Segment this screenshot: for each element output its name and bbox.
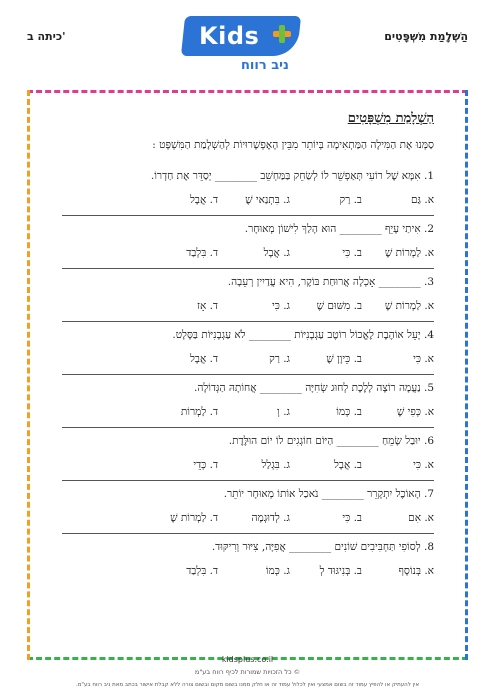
question-text: 8. לְסוֹפִי תַּחְבִּיבִים שׁוֹנִים ________ אֲפִיָּה, צִיּוּר וְרִיקּוּד. <box>211 541 434 553</box>
question-text: 2. אִיתַי עָיֵף ________ הוּא הָלַךְ לִישׁוֹן מְאוּחָר. <box>244 223 434 235</box>
kids-logo <box>183 16 299 76</box>
answer-option[interactable]: ב. רַק <box>339 194 362 206</box>
frame-top-border <box>27 90 468 93</box>
answer-option[interactable]: ד. כְּדֵי <box>193 459 218 471</box>
answer-option[interactable]: א. לַמְרוֹת שֶׁ <box>384 300 434 312</box>
answer-option[interactable]: ג. בִּגְלַל <box>261 459 290 471</box>
answer-option[interactable]: ד. בִּלְבַד <box>186 247 218 259</box>
answer-option[interactable]: ג. כִּי <box>271 300 290 312</box>
answer-option[interactable]: ג. לְדוּגְמָה <box>251 512 290 524</box>
answer-options <box>62 452 434 480</box>
answer-options <box>62 346 434 374</box>
answer-option[interactable]: ב. כִּי <box>342 512 362 524</box>
question-list <box>62 165 434 586</box>
question-item <box>62 165 434 216</box>
answer-option[interactable]: ד. אֲבָל <box>190 353 218 365</box>
page-title: הַשְׁלָמַת מִשְׁפָּטִים <box>347 111 434 126</box>
logo-text: Kids <box>199 22 260 50</box>
question-text: 4. יָעֵל אוֹהֶבֶת לֶאֱכוֹל רוֹטֶב עַגְבָנִיּוֹת ________ לֹא עַגְבָנִיּוֹת בַּסָּלָט. <box>172 329 434 341</box>
frame-right-border <box>465 90 468 660</box>
question-text: 1. אִמָּא שֶׁל רוֹעִי תְּאַפְשֵׁר לוֹ לְשַׂחֵק בַּמַּחְשֵׁב ________ יְסַדֵּר אֶת חַדְרוֹ. <box>150 170 434 182</box>
grade-label: כיתה ב' <box>27 30 66 43</box>
answer-option[interactable]: א. כִּי <box>413 353 434 365</box>
answer-option[interactable]: ד. בִּלְבַד <box>186 565 218 577</box>
answer-option[interactable]: ד. לַמְרוֹת <box>180 406 218 418</box>
answer-option[interactable]: א. גַּם <box>411 194 434 206</box>
logo-subtitle: ניב רווח <box>241 58 289 73</box>
answer-option[interactable]: א. כְּפִי שֶׁ <box>396 406 434 418</box>
answer-option[interactable]: ב. אֲבָל <box>333 459 362 471</box>
footer-url[interactable]: kidsplus.co.il <box>221 655 274 664</box>
question-item <box>62 218 434 269</box>
question-text: 6. יוּבַל שָׂמֵחַ ________ הַיּוֹם חוֹגְגִים לוֹ יוֹם הוּלֶּדֶת. <box>228 435 434 447</box>
question-divider <box>62 321 434 322</box>
answer-options <box>62 399 434 427</box>
answer-option[interactable]: ב. כֵּיוָן שֶׁ <box>326 353 362 365</box>
answer-options <box>62 187 434 215</box>
answer-option[interactable]: ד. אֲבָל <box>190 194 218 206</box>
answer-options <box>62 293 434 321</box>
answer-option[interactable]: ב. מִשּׁוּם שֶׁ <box>316 300 362 312</box>
answer-option[interactable]: א. כִּי <box>413 459 434 471</box>
header-subject: הַשְׁלָמַת מִשְׁפָּטִים <box>384 30 468 43</box>
question-item <box>62 271 434 322</box>
answer-option[interactable]: ב. בְּנִיגּוּד לְ <box>319 565 362 577</box>
question-text: 7. הָאוֹכֶל יִתְקָרֵר ________ נֹאכַל אוֹתוֹ מְאוּחָר יוֹתֵר. <box>223 488 434 500</box>
answer-option[interactable]: א. בְּנוֹסָף <box>398 565 434 577</box>
question-item <box>62 377 434 428</box>
answer-option[interactable]: א. אִם <box>408 512 434 524</box>
answer-option[interactable]: ג. וְ <box>277 406 290 418</box>
plus-icon <box>273 25 291 43</box>
frame-left-border <box>27 90 30 660</box>
question-divider <box>62 374 434 375</box>
question-item <box>62 324 434 375</box>
question-item <box>62 536 434 586</box>
answer-option[interactable]: ד. לַמְרוֹת שֶׁ <box>170 512 218 524</box>
footer-copyright: © כל הזכויות שמורות לכיף רווח בע"מ <box>194 668 301 676</box>
question-divider <box>62 427 434 428</box>
question-item <box>62 483 434 534</box>
answer-options <box>62 558 434 586</box>
question-text: 5. נַעֲמָה רוֹצָה לָלֶכֶת לְחוּג שְׂחִיָּה ________ אֲחוֹתָהּ הַגְּדוֹלָה. <box>194 382 434 394</box>
question-text: 3. ________ אָכְלָה אֲרוּחַת בּוֹקֶר, הִיא עֲדַיִין רְעֵבָה. <box>227 276 434 288</box>
answer-option[interactable]: ב. כְּמוֹ <box>336 406 362 418</box>
answer-option[interactable]: ג. רַק <box>269 353 290 365</box>
answer-options <box>62 505 434 533</box>
answer-option[interactable]: ד. אָז <box>197 300 218 312</box>
answer-option[interactable]: ג. אֲבָל <box>263 247 290 259</box>
instruction-text: סַמְּנוּ אֶת הַמִּילָה הַמַּתְאִימָה בְּיוֹתֵר מִבֵּין הָאֶפְשָׁרוּיוֹת לְהַשְׁלָמַת הַמִּשְׁפָּט : <box>152 139 434 151</box>
answer-option[interactable]: א. לַמְרוֹת שֶׁ <box>384 247 434 259</box>
answer-option[interactable]: ג. בִּתְנַאי שֶׁ <box>245 194 290 206</box>
question-divider <box>62 480 434 481</box>
question-divider <box>62 215 434 216</box>
question-item <box>62 430 434 481</box>
answer-options <box>62 240 434 268</box>
worksheet-content <box>62 110 434 586</box>
answer-option[interactable]: ג. כְּמוֹ <box>265 565 290 577</box>
footer-legal: אין להעתיק או להפיץ עמוד זה בשום אמצעי ואין לכלול עמוד זה או חלק ממנו בשום מקום ובשום צורה ללא קבלת אישור בכתב מאת ניב רווח בע"מ. <box>75 682 420 688</box>
answer-option[interactable]: ב. כִּי <box>342 247 362 259</box>
question-divider <box>62 268 434 269</box>
question-divider <box>62 533 434 534</box>
